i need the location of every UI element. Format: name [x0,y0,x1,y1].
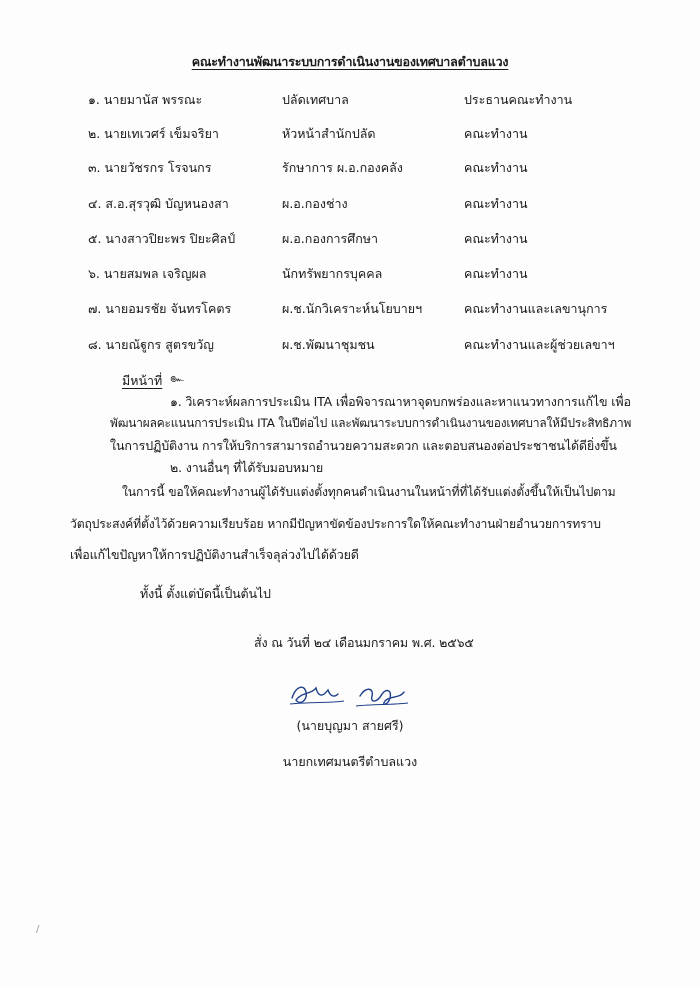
duty-item-1-line-1: ๑. วิเคราะห์ผลการประเมิน ITA เพื่อพิจารณาหาจุดบกพร่องและหาแนวทางการแก้ไข เพื่อ [170,394,631,409]
member-row [0,335,700,355]
member-row [0,90,700,110]
order-date: สั่ง ณ วันที่ ๒๔ เดือนมกราคม พ.ศ. ๒๕๖๕ [254,635,474,650]
handwritten-signature [282,676,422,716]
signatory-name: (นายบุญมา สายศรี) [296,718,404,733]
member-row [0,299,700,319]
duty-item-1-line-3: ในการปฏิบัติงาน การให้บริการสามารถอำนวยความสะดวก และตอบสนองต่อประชาชนได้ดียิ่งขึ้น [110,438,617,453]
member-name: ๘. นายณัฐูกร สูตรขวัญ [88,337,214,352]
member-position: ผ.ช.นักวิเคราะห์นโยบายฯ [282,301,423,316]
member-role: คณะทำงาน [464,160,528,175]
committee-title: คณะทำงานพัฒนาระบบการดำเนินงานของเทศบาลตำบลแวง [191,54,509,69]
member-position: นักทรัพยากรบุคคล [282,266,383,281]
member-name: ๒. นายเทเวศร์ เข็มจริยา [88,126,219,141]
member-row [0,229,700,249]
member-name: ๗. นายอมรชัย จันทรโคตร [88,301,232,316]
scan-speck: / [36,924,40,935]
member-position: รักษาการ ผ.อ.กองคลัง [282,160,403,175]
body-paragraph-line-2: วัตถุประสงค์ที่ตั้งไว้ด้วยความเรียบร้อย หากมีปัญหาขัดข้องประการใดให้คณะทำงานฝ่ายอำนวยการทราบ [70,517,601,531]
member-role: คณะทำงานและผู้ช่วยเลขาฯ [464,337,615,352]
member-position: ปลัดเทศบาล [282,92,349,107]
body-paragraph-line-3: เพื่อแก้ไขปัญหาให้การปฏิบัติงานสำเร็จลุล่วงไปได้ด้วยดี [70,547,359,562]
member-position: ผ.อ.กองช่าง [282,196,348,211]
member-row [0,158,700,178]
member-name: ๔. ส.อ.สุรวุฒิ บัญหนองสา [88,196,229,211]
member-role: คณะทำงานและเลขานุการ [464,301,608,316]
body-paragraph-line-1: ในการนี้ ขอให้คณะทำงานผู้ได้รับแต่งตั้งทุกคนดำเนินงานในหน้าที่ที่ได้รับแต่งตั้งขึ้นให้เป็นไปตาม [122,485,616,499]
member-position: ผ.อ.กองการศึกษา [282,231,379,246]
member-name: ๕. นางสาวปิยะพร ปิยะศิลป์ [88,231,236,246]
member-position: ผ.ช.พัฒนาชุมชน [282,337,375,352]
member-name: ๓. นายวัชรกร โรจนกร [88,160,212,175]
member-role: คณะทำงาน [464,266,528,281]
member-role: คณะทำงาน [464,196,528,211]
effective-statement: ทั้งนี้ ตั้งแต่บัดนี้เป็นต้นไป [140,586,271,601]
member-row [0,264,700,284]
duties-heading: มีหน้าที่ [122,373,163,388]
member-name: ๑. นายมานัส พรรณะ [88,92,203,107]
member-row [0,124,700,144]
signatory-title: นายกเทศมนตรีตำบลแวง [282,754,418,769]
member-name: ๖. นายสมพล เจริญผล [88,266,207,281]
member-role: คณะทำงาน [464,126,528,141]
member-role: คณะทำงาน [464,231,528,246]
member-position: หัวหน้าสำนักปลัด [282,126,376,141]
duty-item-2: ๒. งานอื่นๆ ที่ได้รับมอบหมาย [170,460,324,475]
section-mark: ๛ [170,371,184,385]
member-row [0,194,700,214]
member-role: ประธานคณะทำงาน [464,92,573,107]
duty-item-1-line-2: พัฒนาผลคะแนนการประเมิน ITA ในปีต่อไป และพัฒนาระบบการดำเนินงานของเทศบาลให้มีประสิทธิภาพ [110,416,632,430]
